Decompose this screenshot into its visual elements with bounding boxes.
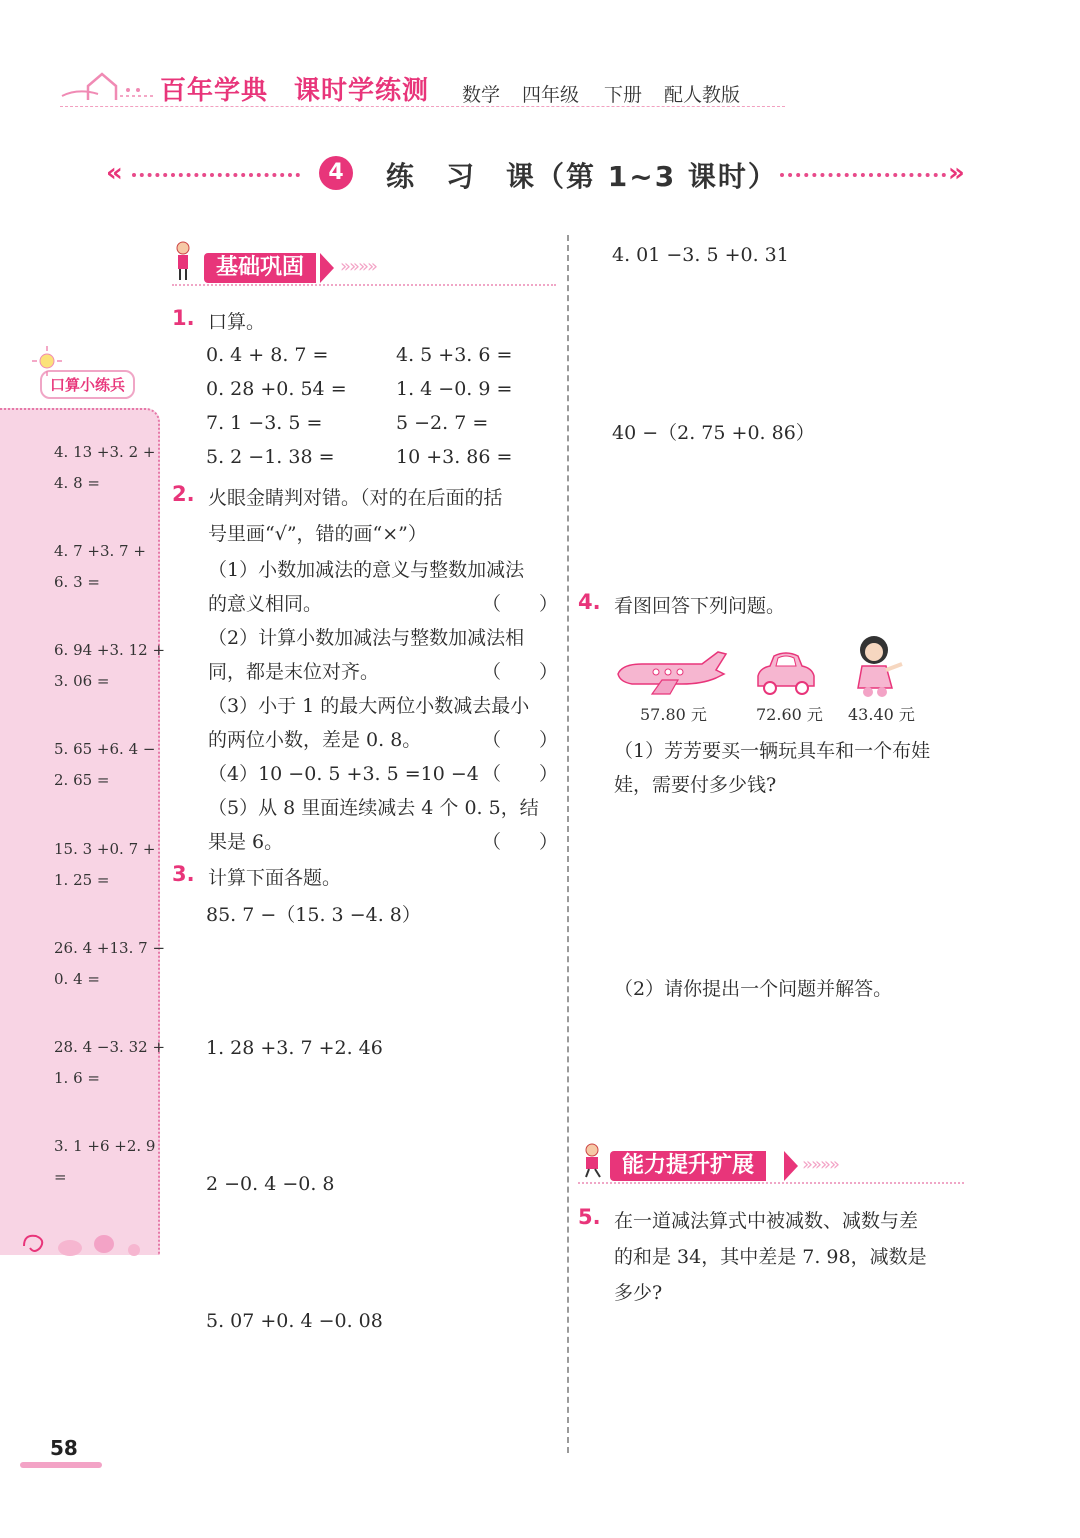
girl-figure-icon [580, 1142, 606, 1178]
q4-sub1: 娃，需要付多少钱? [614, 774, 777, 796]
header-grade: 四年级 [522, 84, 580, 106]
q1-item: 5 −2. 7 = [396, 412, 489, 434]
sidebar-item: 28. 4 −3. 32 + 1. 6 = [54, 1038, 166, 1087]
q3-item: 5. 07 +0. 4 −0. 08 [206, 1310, 383, 1332]
brand-series: 课时学练测 [294, 76, 430, 106]
header-divider [60, 106, 785, 107]
page-number: 58 [50, 1436, 78, 1460]
q3-number: 3. [172, 862, 195, 886]
q4-sub1: （1）芳芳要买一辆玩具车和一个布娃 [614, 740, 931, 762]
q2-number: 2. [172, 482, 195, 506]
column-divider [567, 235, 569, 1453]
sidebar-item: 26. 4 +13. 7 − 0. 4 = [54, 939, 166, 988]
q2-line: （2）计算小数加减法与整数加减法相 [208, 627, 525, 649]
toy-airplane-icon [612, 650, 730, 696]
q3-item: 40 −（2. 75 +0. 86） [612, 422, 815, 444]
sidebar-item: 4. 13 +3. 2 + 4. 8 = [54, 443, 156, 492]
car-price: 72.60 元 [756, 705, 823, 724]
q2-intro: 火眼金睛判对错。（对的在后面的括 [208, 487, 503, 509]
airplane-price: 57.80 元 [640, 705, 707, 724]
q2-line: 果是 6。 [208, 831, 284, 853]
sidebar-badge: 口算小练兵 [40, 370, 135, 399]
q2-line: （3）小于 1 的最大两位小数减去最小 [208, 695, 530, 717]
q2-line: （4）10 −0. 5 +3. 5 =10 −4 [208, 763, 479, 785]
section-advanced-heading: 能力提升扩展 [610, 1151, 766, 1181]
q2-answer-paren[interactable]: （ ） [482, 831, 559, 853]
q2-answer-paren[interactable]: （ ） [482, 593, 559, 615]
q1-item: 10 +3. 86 = [396, 446, 513, 468]
q2-line: 的意义相同。 [208, 593, 323, 615]
section-basic-arrow-icon [320, 253, 334, 283]
lesson-number: 4 [319, 156, 353, 190]
q1-number: 1. [172, 306, 195, 330]
header-subject: 数学 [462, 84, 501, 106]
section-advanced-arrow-icon [784, 1151, 798, 1181]
doll-price: 43.40 元 [848, 705, 915, 724]
section-basic-chevrons-icon: »»»» [340, 256, 377, 277]
q2-line: 同，都是末位对齐。 [208, 661, 380, 683]
page-number-bar [20, 1462, 102, 1468]
section-advanced-line [578, 1182, 964, 1184]
sidebar-item: 5. 65 +6. 4 − 2. 65 = [54, 740, 156, 789]
q1-item: 7. 1 −3. 5 = [206, 412, 323, 434]
q1-item: 5. 2 −1. 38 = [206, 446, 335, 468]
sidebar-item: 4. 7 +3. 7 + 6. 3 = [54, 542, 146, 591]
doll-icon [848, 630, 908, 698]
toy-car-icon [752, 650, 820, 698]
girl-figure-icon [172, 240, 194, 282]
sidebar-item: 3. 1 +6 +2. 9 = [54, 1137, 156, 1186]
lesson-right-dots [780, 173, 946, 177]
q3-item: 2 −0. 4 −0. 8 [206, 1173, 335, 1195]
sidebar-item: 15. 3 +0. 7 + 1. 25 = [54, 840, 156, 889]
section-advanced-chevrons-icon: »»»» [802, 1154, 839, 1175]
q1-item: 1. 4 −0. 9 = [396, 378, 513, 400]
q5-line: 多少? [614, 1282, 663, 1304]
section-basic-heading: 基础巩固 [204, 253, 316, 283]
q2-line: （1）小数加减法的意义与整数加减法 [208, 559, 525, 581]
q3-item: 85. 7 −（15. 3 −4. 8） [206, 904, 421, 926]
q3-label: 计算下面各题。 [208, 867, 342, 889]
q3-item: 4. 01 −3. 5 +0. 31 [612, 244, 789, 266]
q1-label: 口算。 [208, 311, 266, 333]
q2-answer-paren[interactable]: （ ） [482, 763, 559, 785]
q1-item: 0. 4 + 8. 7 = [206, 344, 329, 366]
lesson-left-dots [132, 173, 300, 177]
q2-line: （5）从 8 里面连续减去 4 个 0. 5，结 [208, 797, 539, 819]
sidebar-item: 6. 94 +3. 12 + 3. 06 = [54, 641, 166, 690]
q4-number: 4. [578, 590, 601, 614]
lesson-title: 练 习 课（第 1~3 课时） [386, 160, 778, 193]
q3-item: 1. 28 +3. 7 +2. 46 [206, 1037, 383, 1059]
swirl-decoration-icon [14, 1226, 144, 1266]
q4-sub2: （2）请你提出一个问题并解答。 [614, 978, 893, 1000]
q1-item: 4. 5 +3. 6 = [396, 344, 513, 366]
header-volume: 下册 [604, 84, 643, 106]
sun-icon [30, 344, 64, 378]
header-edition: 配人教版 [664, 84, 741, 106]
q1-item: 0. 28 +0. 54 = [206, 378, 347, 400]
q2-answer-paren[interactable]: （ ） [482, 729, 559, 751]
q2-intro: 号里画“√”，错的画“×”） [208, 523, 427, 545]
q5-line: 的和是 34，其中差是 7. 98，减数是 [614, 1246, 927, 1268]
lesson-left-chevron-icon: « [106, 158, 123, 188]
lesson-right-chevron-icon: » [948, 158, 965, 188]
house-logo-icon [58, 66, 158, 106]
section-basic-line [172, 284, 556, 286]
q4-label: 看图回答下列问题。 [614, 595, 786, 617]
brand-name: 百年学典 [160, 76, 269, 106]
q2-answer-paren[interactable]: （ ） [482, 661, 559, 683]
q5-line: 在一道减法算式中被减数、减数与差 [614, 1210, 919, 1232]
q5-number: 5. [578, 1205, 601, 1229]
q2-line: 的两位小数，差是 0. 8。 [208, 729, 422, 751]
